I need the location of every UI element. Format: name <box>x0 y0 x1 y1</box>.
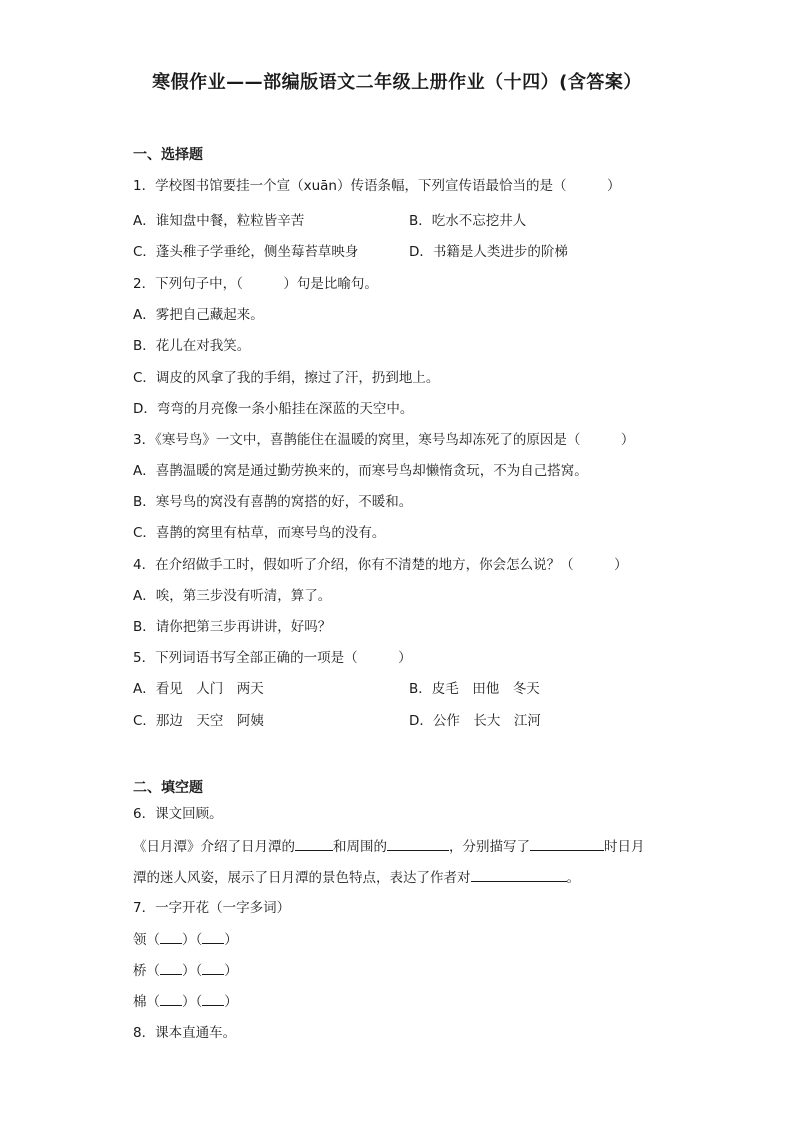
question-5-option-d[interactable]: D．公作 长大 江河 <box>409 713 541 729</box>
q7-paren-close: ） <box>224 932 238 948</box>
question-5-option-a[interactable]: A．看见 人门 两天 <box>133 681 264 697</box>
q7-char: 棉 <box>133 994 147 1010</box>
question-3-stem: 3．《寒号鸟》一文中，喜鹊能住在温暖的窝里，寒号鸟却冻死了的原因是（ ） <box>133 432 635 448</box>
question-1-stem: 1．学校图书馆要挂一个宣（xuān）传语条幅，下列宣传语最恰当的是（ ） <box>133 178 621 194</box>
section-heading-fill: 二、填空题 <box>133 780 203 796</box>
question-1-option-d[interactable]: D．书籍是人类进步的阶梯 <box>409 244 568 260</box>
q7-paren-open: （ <box>146 932 160 948</box>
q7-paren-open: （ <box>195 932 203 948</box>
q6-text-1: 《日月潭》介绍了日月潭的 <box>133 839 295 855</box>
question-2-stem: 2．下列句子中，（ ）句是比喻句。 <box>133 276 378 292</box>
q7-blank[interactable] <box>202 960 224 975</box>
q7-paren-open: （ <box>146 994 160 1010</box>
q6-text-2: 和周围的 <box>333 839 387 855</box>
q7-paren-close: ） <box>224 994 238 1010</box>
q7-blank[interactable] <box>160 960 182 975</box>
q6-blank-3[interactable] <box>530 836 604 851</box>
q7-paren-close: ） <box>182 932 196 948</box>
q7-paren-open: （ <box>195 963 203 979</box>
question-4-option-b[interactable]: B．请你把第三步再讲讲，好吗？ <box>133 619 332 635</box>
question-4-stem: 4．在介绍做手工时，假如听了介绍，你有不清楚的地方，你会怎么说？（ ） <box>133 557 628 573</box>
question-4-option-a[interactable]: A．唉，第三步没有听清，算了。 <box>133 588 332 604</box>
question-3-option-c[interactable]: C．喜鹊的窝里有枯草，而寒号鸟的没有。 <box>133 525 386 541</box>
question-7-stem: 7．一字开花（一字多词） <box>133 900 291 916</box>
q6-text-6: 。 <box>566 870 580 886</box>
q7-blank[interactable] <box>160 929 182 944</box>
q7-paren-close: ） <box>182 963 196 979</box>
q7-blank[interactable] <box>160 991 182 1006</box>
q7-char: 桥 <box>133 963 147 979</box>
q7-paren-close: ） <box>224 963 238 979</box>
q6-text-5: 潭的迷人风姿，展示了日月潭的景色特点，表达了作者对 <box>133 870 471 886</box>
section-heading-choice: 一、选择题 <box>133 147 203 163</box>
q7-paren-open: （ <box>195 994 203 1010</box>
q7-blank[interactable] <box>202 929 224 944</box>
question-1-option-a[interactable]: A．谁知盘中餐，粒粒皆辛苦 <box>133 213 305 229</box>
page-title: 寒假作业——部编版语文二年级上册作业（十四）(含答案） <box>152 72 642 93</box>
question-5-option-c[interactable]: C．那边 天空 阿姨 <box>133 713 264 729</box>
q7-row <box>133 960 238 981</box>
question-1-option-b[interactable]: B．吃水不忘挖井人 <box>409 213 527 229</box>
question-2-option-a[interactable]: A．雾把自己藏起来。 <box>133 307 264 323</box>
q7-paren-open: （ <box>146 963 160 979</box>
question-3-option-a[interactable]: A．喜鹊温暖的窝是通过勤劳换来的，而寒号鸟却懒惰贪玩，不为自己搭窝。 <box>133 463 588 479</box>
q7-row <box>133 991 238 1012</box>
question-2-option-c[interactable]: C．调皮的风拿了我的手绢，擦过了汗，扔到地上。 <box>133 370 440 386</box>
question-2-option-d[interactable]: D．弯弯的月亮像一条小船挂在深蓝的天空中。 <box>133 401 414 417</box>
question-8-stem: 8．课本直通车。 <box>133 1025 237 1041</box>
question-2-option-b[interactable]: B．花儿在对我笑。 <box>133 338 251 354</box>
question-6-stem: 6．课文回顾。 <box>133 806 223 822</box>
q7-blank[interactable] <box>202 991 224 1006</box>
question-1-option-c[interactable]: C．蓬头稚子学垂纶，侧坐莓苔草映身 <box>133 244 359 260</box>
question-6-line-2 <box>133 867 580 888</box>
question-6-line-1 <box>133 836 645 857</box>
q7-char: 领 <box>133 932 147 948</box>
q7-paren-close: ） <box>182 994 196 1010</box>
q6-blank-2[interactable] <box>387 836 449 851</box>
question-5-stem: 5．下列词语书写全部正确的一项是（ ） <box>133 650 412 666</box>
question-3-option-b[interactable]: B．寒号鸟的窝没有喜鹊的窝搭的好，不暖和。 <box>133 494 413 510</box>
q6-text-4: 时日月 <box>604 839 645 855</box>
q6-blank-1[interactable] <box>295 836 333 851</box>
q6-blank-4[interactable] <box>471 867 567 882</box>
q7-row <box>133 929 238 950</box>
question-5-option-b[interactable]: B．皮毛 田他 冬天 <box>409 681 540 697</box>
q6-text-3: ，分别描写了 <box>449 839 530 855</box>
